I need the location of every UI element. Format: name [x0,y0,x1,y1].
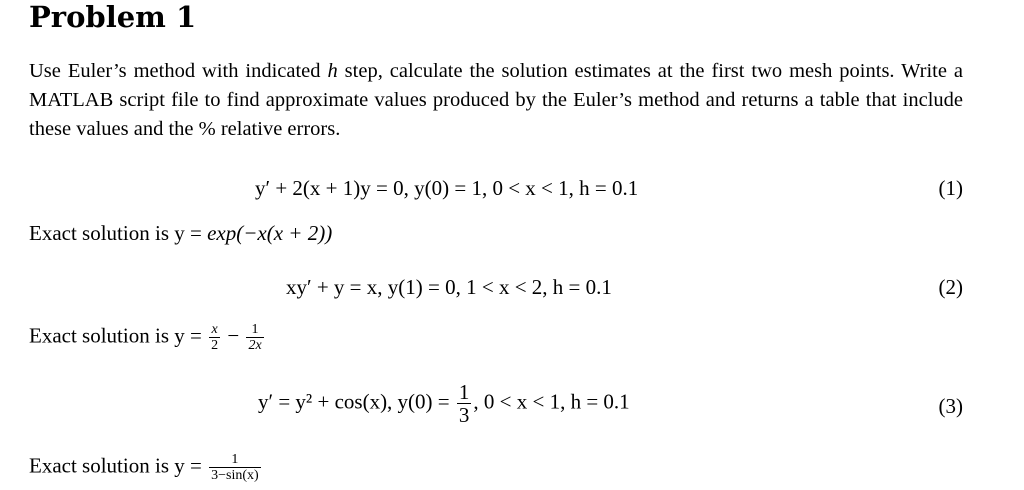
intro-var-h: h [327,60,338,82]
problem-statement [29,57,963,144]
exact-solution-2 [29,322,266,353]
exact-solution-1 [29,221,332,246]
equation-3-fraction: $\frac{1}{3}$ [458,380,470,427]
exact-frac-x-over-2: $\frac{x}{2}$ [211,322,219,353]
equation-2: xy′ + y = x, y(1) = 0, 1 < x < 2, h = 0.1 [286,275,612,299]
problem-heading: Problem 1 [29,0,197,34]
exact-label-3: Exact solution is y = [29,453,208,478]
exact-label-1: Exact solution is y = [29,221,208,245]
equation-3-right: , 0 < x < 1, h = 0.1 [473,389,630,414]
equation-3-left: y′ = y² + cos(x), y(0) = [258,389,455,414]
exact-expr-1: exp(−x(x + 2)) [207,221,333,245]
equation-1: y′ + 2(x + 1)y = 0, y(0) = 1, 0 < x < 1, h = 0.1 [255,176,639,200]
intro-part2: step, calculate the solution estimates at the first two mesh points. Write a MATLAB script file to find approximate values produced by the Euler’s method and returns a table that include these values and the % relative errors. [29,60,964,140]
equation-1-number: (1) [938,176,963,200]
equation-2-number: (2) [938,275,963,299]
exact-label-2: Exact solution is y = [29,323,208,348]
exact-solution-3 [29,452,263,483]
exact-frac-1-over-2x: $\frac{1}{2x}$ [248,322,262,353]
equation-3-number: (3) [938,394,963,418]
intro-part1: Use Euler’s method with indicated [29,60,328,82]
exact-frac-3: $\frac{1}{3-\sin(x)}$ [211,452,259,483]
exact-minus-2: − [222,323,245,348]
equation-3 [258,381,630,426]
